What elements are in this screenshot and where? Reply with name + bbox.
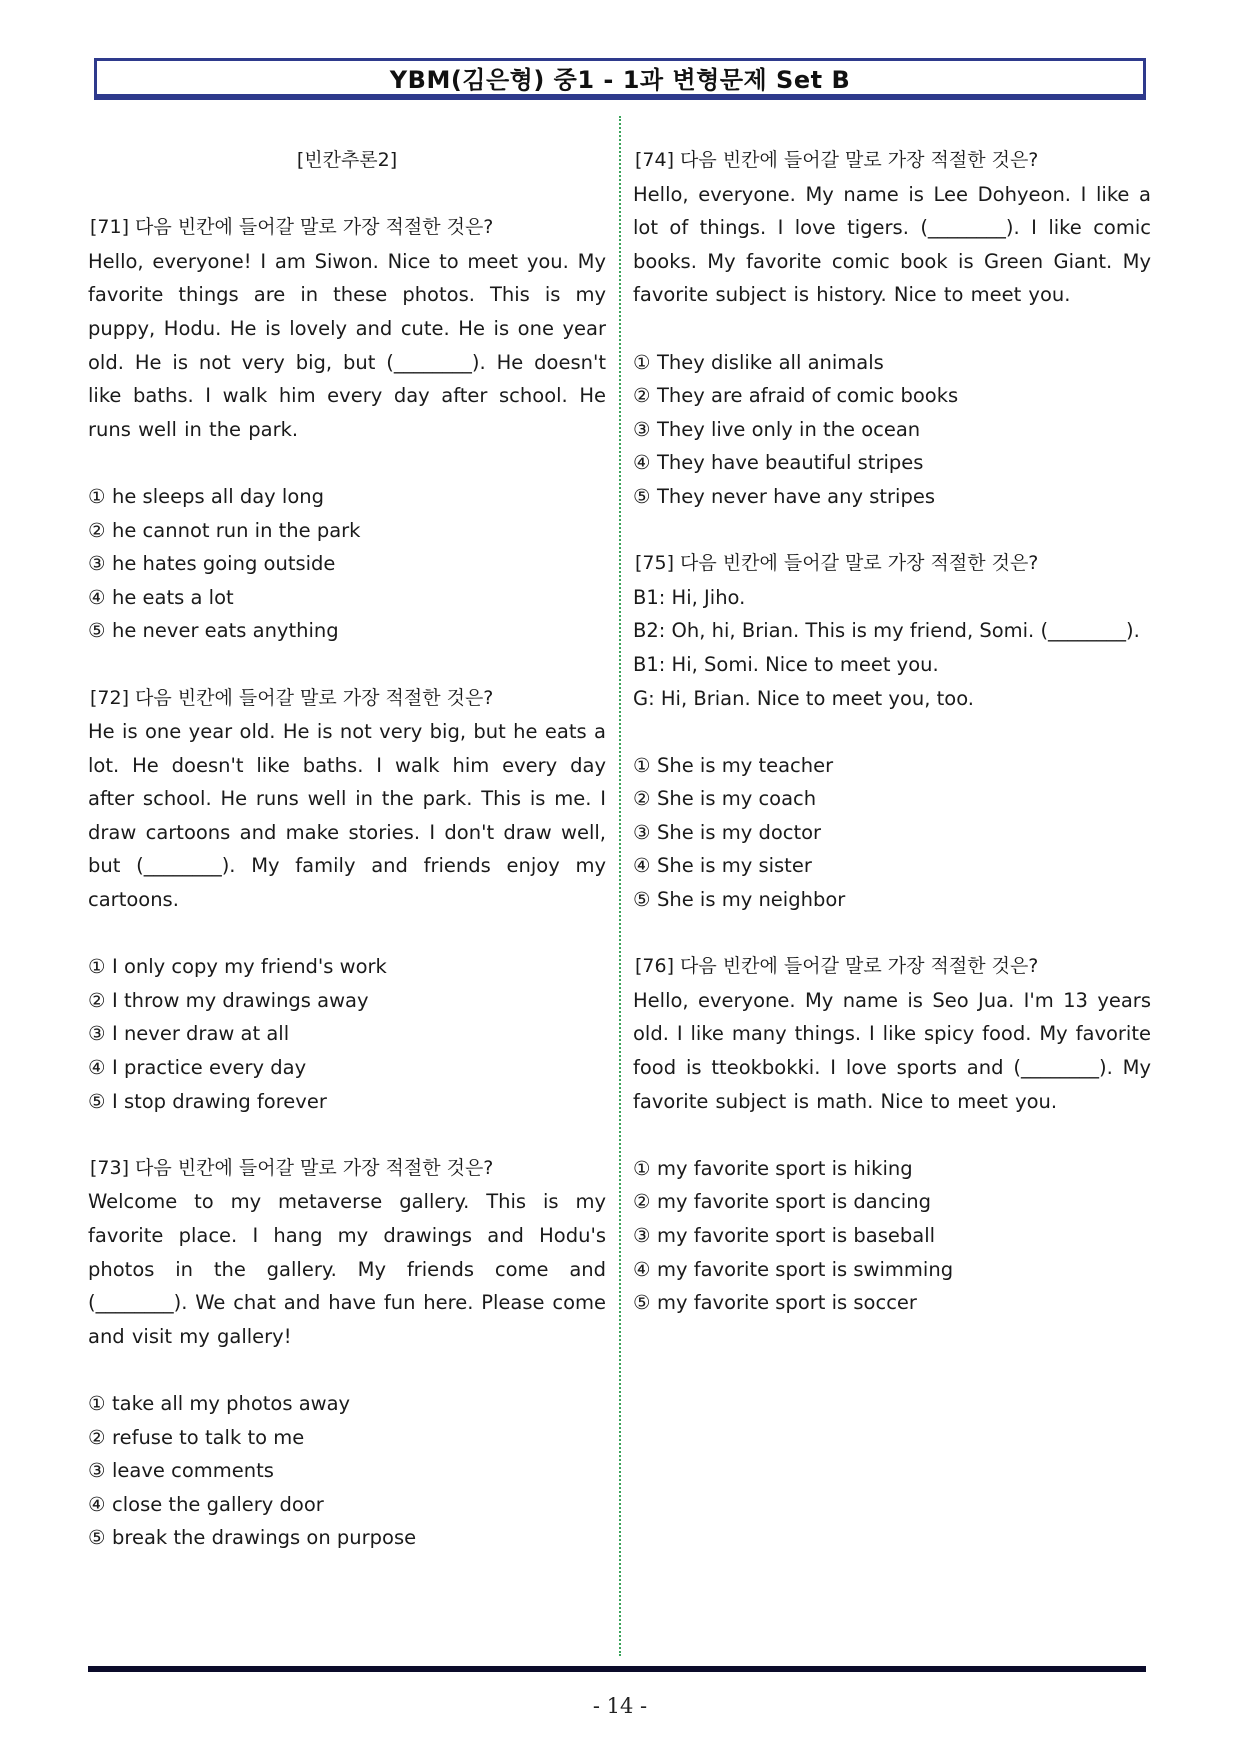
option-number: ④ [633, 1257, 651, 1281]
answer-option[interactable] [633, 379, 1151, 413]
option-text: I never draw at all [112, 1022, 290, 1046]
page-title: YBM(김은형) 중1 - 1과 변형문제 Set B [389, 66, 851, 94]
option-number: ② [633, 384, 651, 408]
option-number: ① [633, 1156, 651, 1180]
answer-option[interactable] [88, 950, 606, 984]
answer-option[interactable] [88, 480, 606, 514]
answer-option[interactable] [88, 984, 606, 1018]
option-text: They dislike all animals [657, 350, 884, 374]
answer-option[interactable] [633, 782, 1151, 816]
answer-option[interactable] [88, 1454, 606, 1488]
answer-option[interactable] [633, 749, 1151, 783]
answer-option[interactable] [633, 1286, 1151, 1320]
option-text: She is my sister [657, 854, 812, 878]
option-number: ④ [88, 1056, 106, 1080]
answer-option[interactable] [88, 547, 606, 581]
answer-option[interactable] [88, 1051, 606, 1085]
right-column [633, 144, 1151, 1353]
option-text: break the drawings on purpose [112, 1526, 417, 1550]
answer-option[interactable] [633, 446, 1151, 480]
question-71 [88, 211, 606, 648]
option-text: They are afraid of comic books [657, 384, 959, 408]
option-number: ① [633, 350, 651, 374]
option-number: ③ [88, 1022, 106, 1046]
answer-option[interactable] [88, 514, 606, 548]
answer-option[interactable] [633, 1185, 1151, 1219]
option-text: She is my neighbor [657, 888, 846, 912]
question-72 [88, 682, 606, 1119]
question-74 [633, 144, 1151, 514]
option-text: They never have any stripes [657, 484, 935, 508]
option-number: ④ [88, 1492, 106, 1516]
option-number: ① [88, 484, 106, 508]
answer-option[interactable] [88, 1521, 606, 1555]
dialog-line: B1: Hi, Jiho. [633, 585, 746, 609]
column-divider [619, 116, 621, 1656]
option-number: ② [633, 787, 651, 811]
answer-option[interactable] [88, 1488, 606, 1522]
option-text: I only copy my friend's work [112, 955, 387, 979]
option-number: ① [633, 753, 651, 777]
option-number: ② [88, 518, 106, 542]
answer-option[interactable] [633, 480, 1151, 514]
question-heading: [75] 다음 빈칸에 들어갈 말로 가장 적절한 것은? [635, 552, 1039, 575]
option-text: my favorite sport is dancing [657, 1190, 931, 1214]
option-text: my favorite sport is baseball [657, 1224, 936, 1247]
answer-option[interactable] [633, 1219, 1151, 1253]
section-title: [빈칸추론2] [296, 149, 398, 171]
option-number: ⑤ [633, 1291, 651, 1315]
question-passage: Welcome to my metaverse gallery. This is my favorite place. I hang my drawings and Hodu's photos in the gallery. My friends come and (________). We chat and have fun here. Please come and visit my gallery! [88, 1190, 606, 1348]
page-number: - 14 - [592, 1694, 648, 1718]
option-text: She is my doctor [657, 820, 822, 844]
option-number: ② [633, 1190, 651, 1214]
option-text: he sleeps all day long [112, 484, 324, 508]
answer-option[interactable] [633, 883, 1151, 917]
option-number: ② [88, 1425, 106, 1449]
question-heading: [73] 다음 빈칸에 들어갈 말로 가장 적절한 것은? [90, 1156, 494, 1179]
answer-options [88, 480, 606, 648]
option-text: I stop drawing forever [112, 1089, 327, 1113]
option-text: he eats a lot [112, 585, 234, 609]
answer-option[interactable] [88, 614, 606, 648]
option-text: I practice every day [112, 1056, 307, 1080]
option-number: ④ [88, 585, 106, 609]
option-number: ⑤ [633, 888, 651, 912]
question-passage: Hello, everyone! I am Siwon. Nice to meet you. My favorite things are in these photos. This is my puppy, Hodu. He is lovely and cute. He is one year old. He is not very big, but (________). He doesn't like baths. I walk him every day after school. He runs well in the park. [88, 249, 606, 441]
option-text: refuse to talk to me [112, 1425, 305, 1449]
question-passage: Hello, everyone. My name is Seo Jua. I'm 13 years old. I like many things. I like spicy food. My favorite food is tteokbokki. I love sports and (________). My favorite subject is math. Nice to meet you. [633, 988, 1151, 1113]
option-number: ③ [633, 417, 651, 441]
answer-option[interactable] [633, 816, 1151, 850]
option-text: he cannot run in the park [112, 518, 361, 542]
answer-option[interactable] [633, 346, 1151, 380]
question-75 [633, 547, 1151, 917]
option-text: he never eats anything [112, 619, 339, 643]
option-number: ③ [88, 552, 106, 576]
option-number: ① [88, 955, 106, 979]
option-text: They live only in the ocean [657, 417, 921, 441]
option-text: my favorite sport is hiking [657, 1156, 913, 1180]
page-header [94, 58, 1146, 100]
dialog-line: G: Hi, Brian. Nice to meet you, too. [633, 686, 974, 710]
option-number: ③ [88, 1459, 106, 1483]
question-passage: He is one year old. He is not very big, but he eats a lot. He doesn't like baths. I walk him every day after school. He runs well in the park. This is me. I draw cartoons and make stories. I don't draw well, but (________). My family and friends enjoy my cartoons. [88, 720, 606, 912]
answer-options [633, 346, 1151, 514]
question-passage: Hello, everyone. My name is Lee Dohyeon. I like a lot of things. I love tigers. (________). I like comic books. My favorite comic book is Green Giant. My favorite subject is history. Nice to meet you. [633, 182, 1151, 307]
option-text: leave comments [112, 1459, 274, 1483]
option-number: ③ [633, 820, 651, 844]
option-text: She is my coach [657, 787, 817, 811]
option-text: I throw my drawings away [112, 988, 369, 1012]
option-text: She is my teacher [657, 753, 834, 777]
answer-options [88, 950, 606, 1118]
question-heading: [72] 다음 빈칸에 들어갈 말로 가장 적절한 것은? [90, 686, 494, 709]
option-text: he hates going outside [112, 552, 336, 576]
answer-option[interactable] [88, 1421, 606, 1455]
option-number: ⑤ [88, 1526, 106, 1550]
answer-options [88, 1387, 606, 1555]
question-76 [633, 950, 1151, 1320]
answer-option[interactable] [633, 849, 1151, 883]
answer-option[interactable] [633, 413, 1151, 447]
question-heading: [74] 다음 빈칸에 들어갈 말로 가장 적절한 것은? [635, 149, 1039, 171]
option-text: my favorite sport is soccer [657, 1291, 917, 1315]
footer-rule [88, 1666, 1146, 1672]
answer-options [633, 749, 1151, 917]
answer-option[interactable] [633, 1152, 1151, 1186]
option-number: ④ [633, 854, 651, 878]
question-73 [88, 1152, 606, 1555]
option-number: ③ [633, 1224, 651, 1247]
answer-option[interactable] [633, 1253, 1151, 1287]
answer-option[interactable] [88, 581, 606, 615]
option-text: They have beautiful stripes [657, 451, 924, 475]
dialog-line: B1: Hi, Somi. Nice to meet you. [633, 652, 939, 676]
option-text: take all my photos away [112, 1391, 351, 1415]
option-text: my favorite sport is swimming [657, 1257, 954, 1281]
answer-option[interactable] [88, 1387, 606, 1421]
answer-option[interactable] [88, 1085, 606, 1119]
option-number: ⑤ [88, 619, 106, 643]
option-text: close the gallery door [112, 1492, 324, 1516]
option-number: ① [88, 1391, 106, 1415]
question-heading: [76] 다음 빈칸에 들어갈 말로 가장 적절한 것은? [635, 955, 1039, 978]
option-number: ⑤ [88, 1089, 106, 1113]
answer-option[interactable] [88, 1017, 606, 1051]
answer-options [633, 1152, 1151, 1320]
option-number: ⑤ [633, 484, 651, 508]
option-number: ② [88, 988, 106, 1012]
option-number: ④ [633, 451, 651, 475]
dialog-line: B2: Oh, hi, Brian. This is my friend, Somi. (________). [633, 619, 1140, 643]
left-column [88, 144, 606, 1589]
question-heading: [71] 다음 빈칸에 들어갈 말로 가장 적절한 것은? [90, 216, 494, 239]
